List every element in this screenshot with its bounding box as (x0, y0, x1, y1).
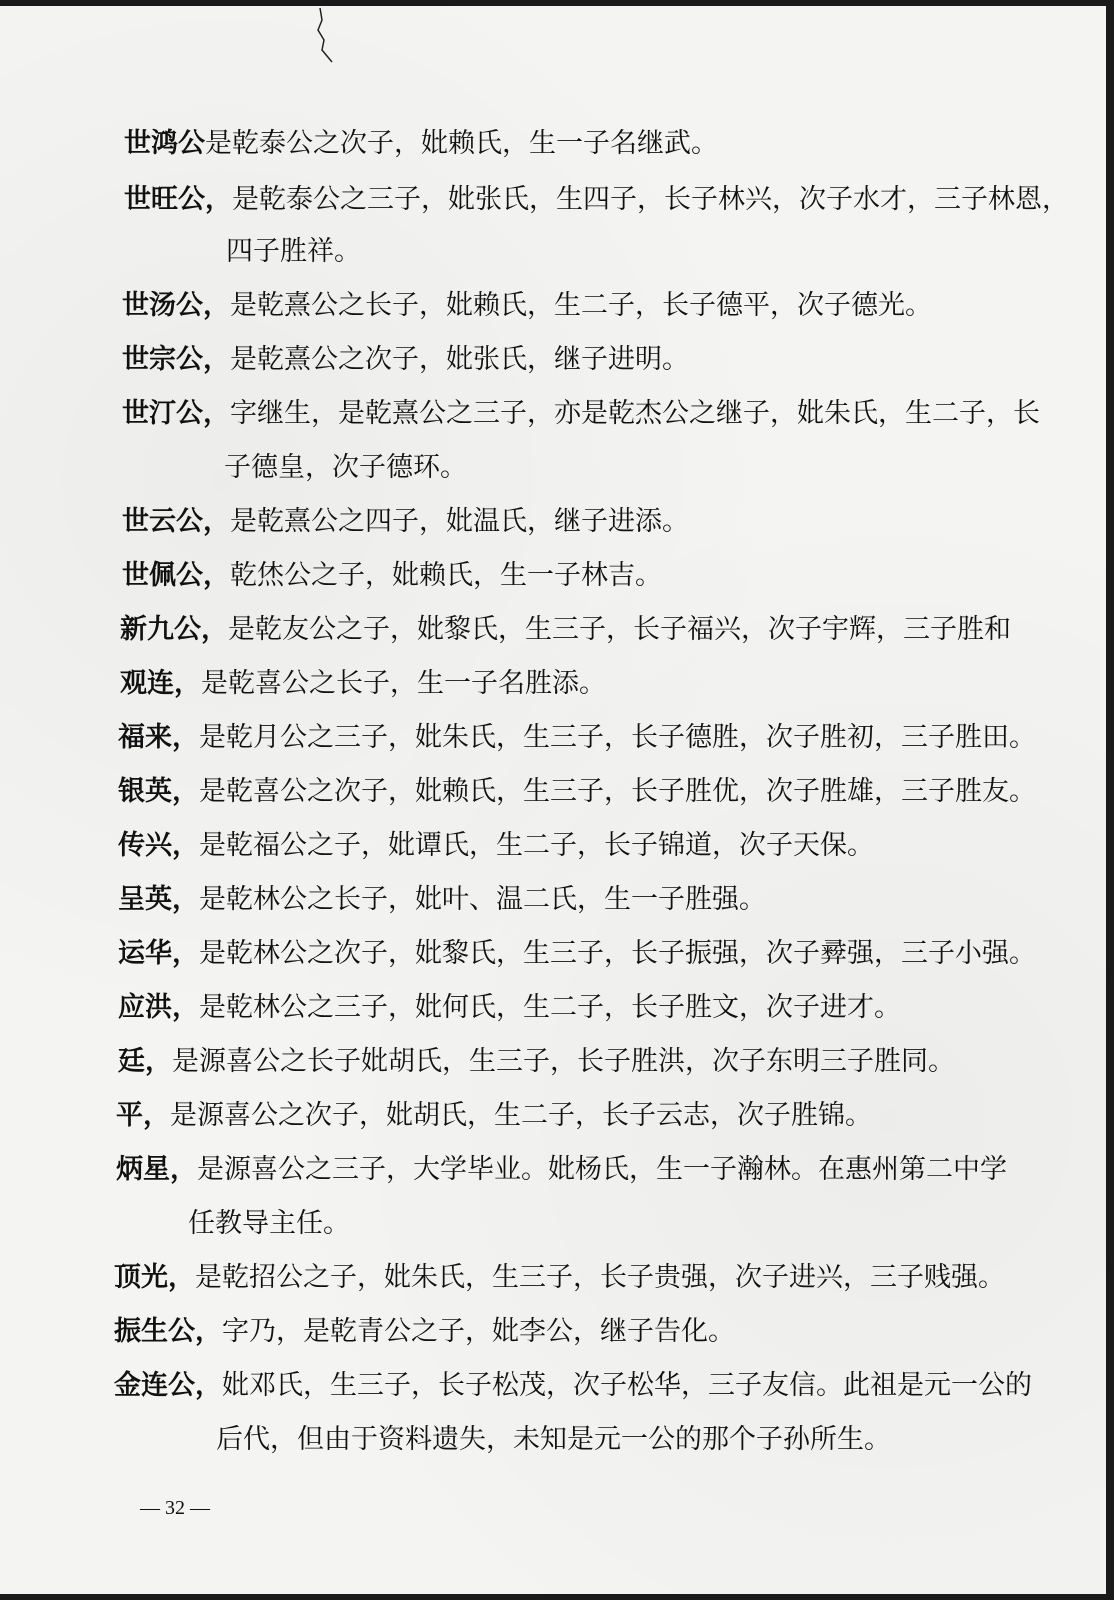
entry-0: 世鸿公是乾泰公之次子，妣赖氏，生一子名继武。 (124, 128, 718, 159)
entry-1: 世旺公，是乾泰公之三子，妣张氏，生四子，长子林兴，次子水才，三子林恩， (124, 184, 1069, 215)
entry-8: 观连，是乾喜公之长子，生一子名胜添。 (120, 668, 606, 699)
entry-17-cont: 任教导主任。 (188, 1208, 350, 1239)
entry-3: 世宗公，是乾熹公之次子，妣张氏，继子进明。 (122, 344, 689, 375)
entry-18: 顶光，是乾招公之子，妣朱氏，生三子，长子贵强，次子进兴，三子贱强。 (114, 1262, 1005, 1293)
entry-10: 银英，是乾喜公之次子，妣赖氏，生三子，长子胜优，次子胜雄，三子胜友。 (118, 776, 1036, 807)
entry-9: 福来，是乾月公之三子，妣朱氏，生三子，长子德胜，次子胜初，三子胜田。 (118, 722, 1036, 753)
page-number: — 32 — (140, 1497, 210, 1519)
entry-20: 金连公，妣邓氏，生三子，长子松茂，次子松华，三子友信。此祖是元一公的 (114, 1370, 1032, 1401)
entry-4-cont: 子德皇，次子德环。 (224, 452, 467, 483)
scan-mark-icon (312, 6, 342, 66)
entry-16: 平，是源喜公之次子，妣胡氏，生二子，长子云志，次子胜锦。 (116, 1100, 872, 1131)
entry-19: 振生公，字乃，是乾青公之子，妣李公，继子告化。 (114, 1316, 735, 1347)
entry-7: 新九公，是乾友公之子，妣黎氏，生三子，长子福兴，次子宇辉，三子胜和 (120, 614, 1011, 645)
entry-20-cont: 后代，但由于资料遗失，未知是元一公的那个子孙所生。 (216, 1424, 891, 1455)
entry-14: 应洪，是乾林公之三子，妣何氏，生二子，长子胜文，次子进才。 (118, 992, 901, 1023)
entry-11: 传兴，是乾福公之子，妣谭氏，生二子，长子锦道，次子天保。 (118, 830, 874, 861)
entry-17: 炳星，是源喜公之三子，大学毕业。妣杨氏，生一子瀚林。在惠州第二中学 (116, 1154, 1007, 1185)
entry-15: 廷，是源喜公之长子妣胡氏，生三子，长子胜洪，次子东明三子胜同。 (118, 1046, 955, 1077)
entry-2: 世汤公，是乾熹公之长子，妣赖氏，生二子，长子德平，次子德光。 (122, 290, 932, 321)
entry-4: 世汀公，字继生，是乾熹公之三子，亦是乾杰公之继子，妣朱氏，生二子，长 (122, 398, 1040, 429)
scan-edge-bottom (0, 1594, 1114, 1600)
entry-6: 世佩公，乾烋公之子，妣赖氏，生一子林吉。 (122, 560, 662, 591)
entry-1-cont: 四子胜祥。 (226, 236, 361, 267)
entry-5: 世云公，是乾熹公之四子，妣温氏，继子进添。 (122, 506, 689, 537)
scan-edge-top (0, 0, 1114, 6)
entry-12: 呈英，是乾林公之长子，妣叶、温二氏，生一子胜强。 (118, 884, 766, 915)
entry-13: 运华，是乾林公之次子，妣黎氏，生三子，长子振强，次子彛强，三子小强。 (118, 938, 1036, 969)
scan-edge-right (1106, 0, 1114, 1600)
